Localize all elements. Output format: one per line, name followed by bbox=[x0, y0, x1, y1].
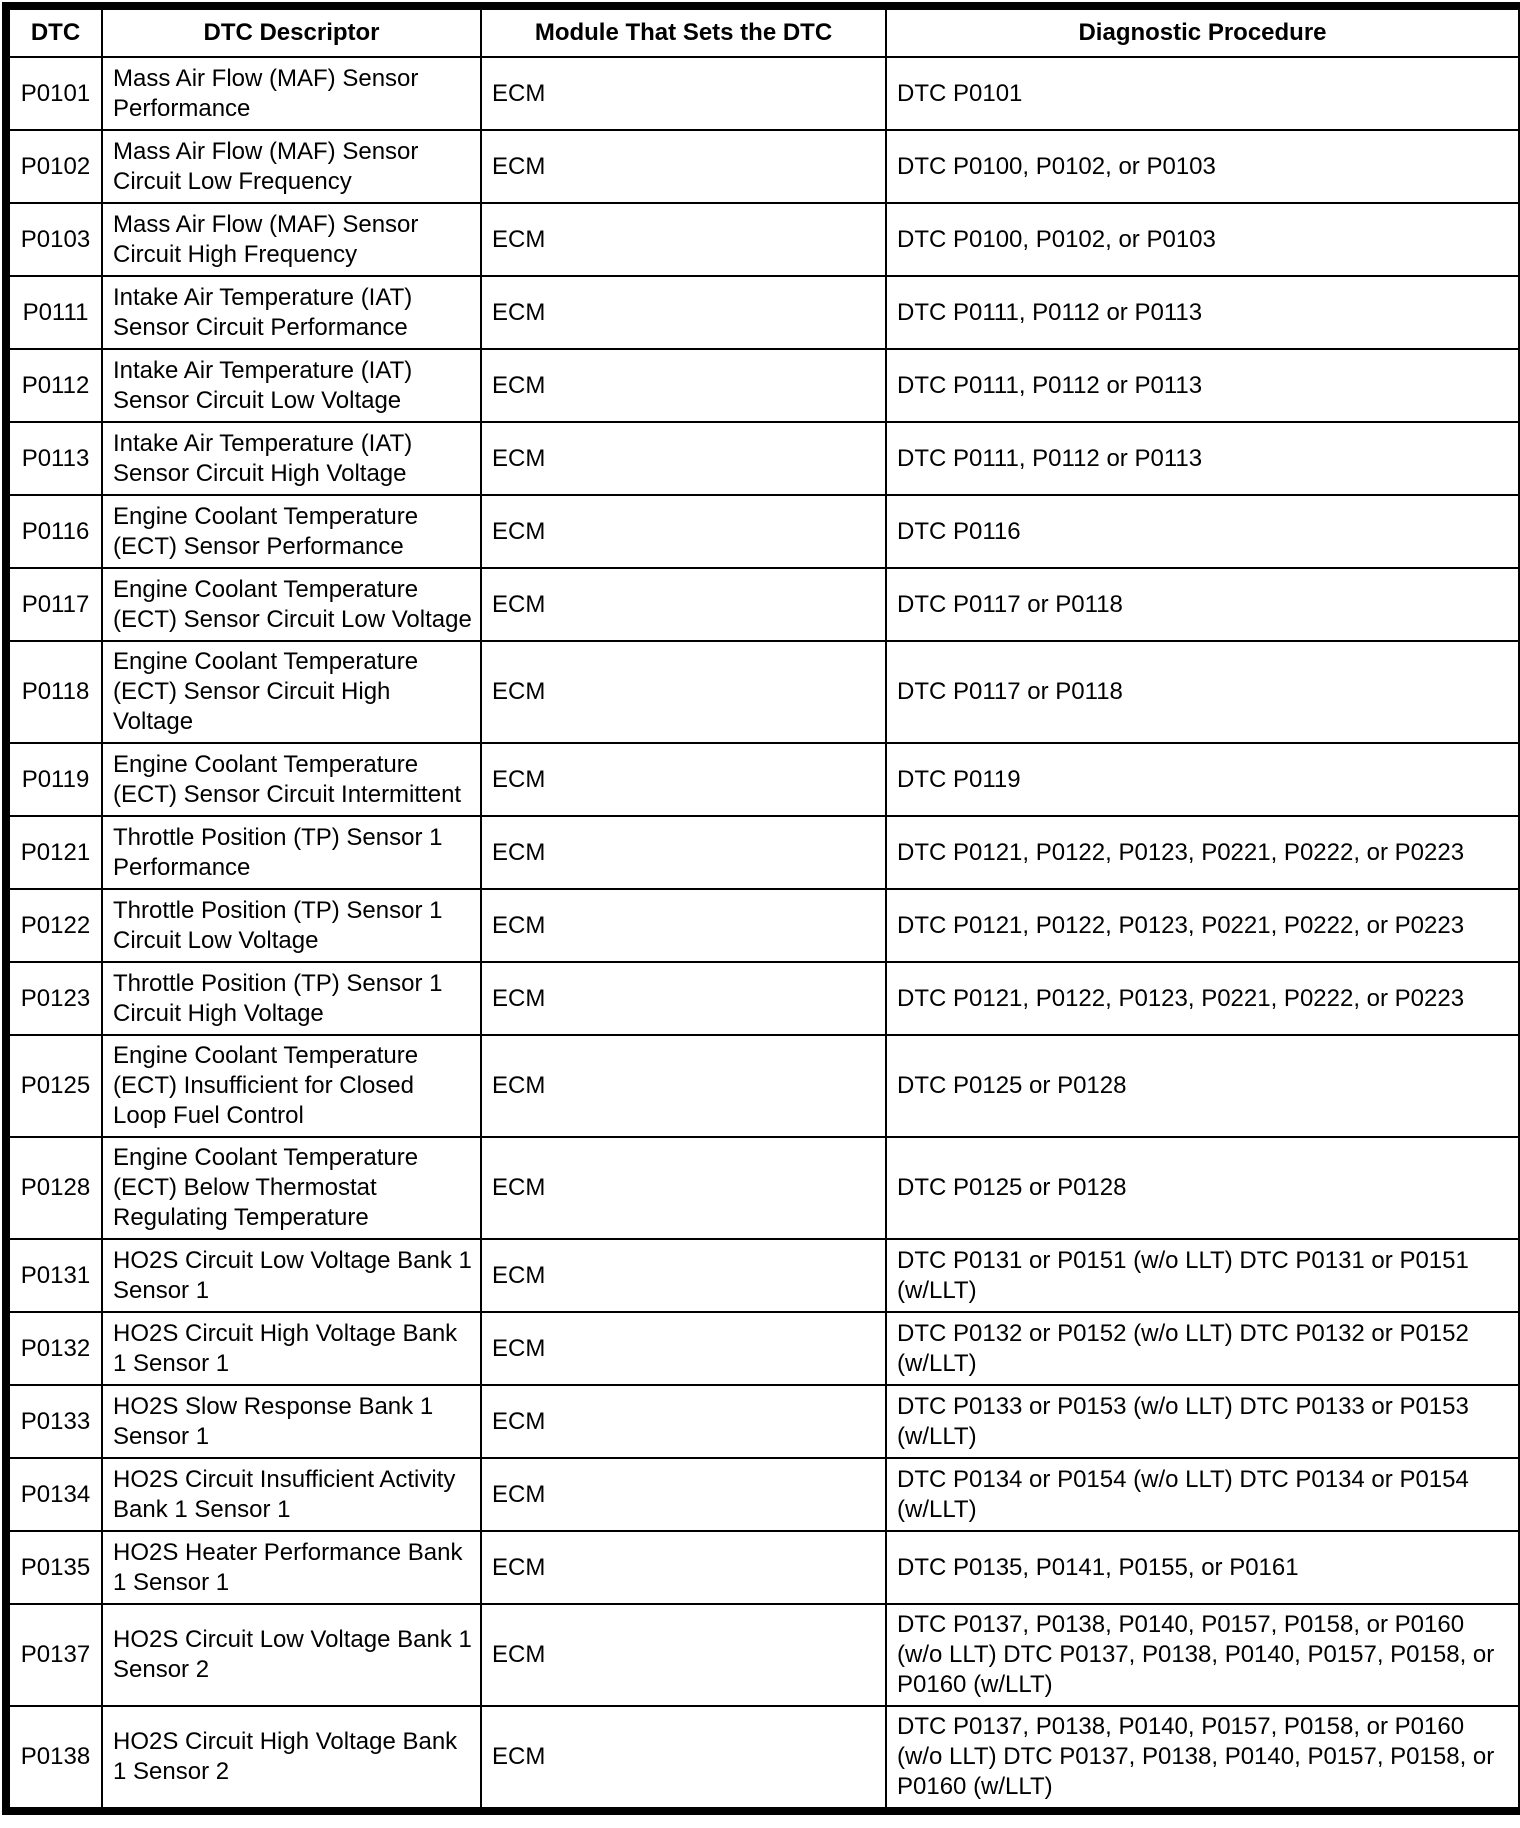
procedure-cell: DTC P0125 or P0128 bbox=[886, 1035, 1520, 1137]
table-row bbox=[6, 816, 1520, 889]
column-header-procedure: Diagnostic Procedure bbox=[886, 6, 1520, 57]
descriptor-cell: Mass Air Flow (MAF) Sensor Performance bbox=[102, 57, 481, 130]
procedure-cell: DTC P0135, P0141, P0155, or P0161 bbox=[886, 1531, 1520, 1604]
table-header-row bbox=[6, 6, 1520, 57]
table-row bbox=[6, 1312, 1520, 1385]
module-cell: ECM bbox=[481, 1385, 886, 1458]
table-row bbox=[6, 1531, 1520, 1604]
table-row bbox=[6, 743, 1520, 816]
procedure-cell: DTC P0111, P0112 or P0113 bbox=[886, 276, 1520, 349]
module-cell: ECM bbox=[481, 203, 886, 276]
dtc-code-cell: P0103 bbox=[6, 203, 102, 276]
dtc-code-cell: P0102 bbox=[6, 130, 102, 203]
procedure-cell: DTC P0101 bbox=[886, 57, 1520, 130]
descriptor-cell: HO2S Circuit Low Voltage Bank 1 Sensor 2 bbox=[102, 1604, 481, 1706]
table-row bbox=[6, 422, 1520, 495]
dtc-code-cell: P0138 bbox=[6, 1706, 102, 1811]
descriptor-cell: HO2S Circuit High Voltage Bank 1 Sensor 2 bbox=[102, 1706, 481, 1811]
procedure-cell: DTC P0121, P0122, P0123, P0221, P0222, or P0223 bbox=[886, 962, 1520, 1035]
table-row bbox=[6, 57, 1520, 130]
descriptor-cell: Intake Air Temperature (IAT) Sensor Circuit High Voltage bbox=[102, 422, 481, 495]
module-cell: ECM bbox=[481, 495, 886, 568]
table-row bbox=[6, 1458, 1520, 1531]
dtc-code-cell: P0135 bbox=[6, 1531, 102, 1604]
dtc-code-cell: P0118 bbox=[6, 641, 102, 743]
module-cell: ECM bbox=[481, 962, 886, 1035]
table-row bbox=[6, 1035, 1520, 1137]
procedure-cell: DTC P0117 or P0118 bbox=[886, 641, 1520, 743]
table-row bbox=[6, 1385, 1520, 1458]
module-cell: ECM bbox=[481, 1312, 886, 1385]
procedure-cell: DTC P0117 or P0118 bbox=[886, 568, 1520, 641]
module-cell: ECM bbox=[481, 57, 886, 130]
descriptor-cell: Throttle Position (TP) Sensor 1 Circuit Low Voltage bbox=[102, 889, 481, 962]
dtc-code-cell: P0117 bbox=[6, 568, 102, 641]
descriptor-cell: HO2S Circuit Insufficient Activity Bank 1 Sensor 1 bbox=[102, 1458, 481, 1531]
table-row bbox=[6, 495, 1520, 568]
dtc-code-cell: P0121 bbox=[6, 816, 102, 889]
descriptor-cell: HO2S Heater Performance Bank 1 Sensor 1 bbox=[102, 1531, 481, 1604]
table-row bbox=[6, 889, 1520, 962]
column-header-descriptor: DTC Descriptor bbox=[102, 6, 481, 57]
module-cell: ECM bbox=[481, 130, 886, 203]
module-cell: ECM bbox=[481, 1604, 886, 1706]
procedure-cell: DTC P0137, P0138, P0140, P0157, P0158, or P0160 (w/o LLT) DTC P0137, P0138, P0140, P0157, P0158, or P0160 (w/LLT) bbox=[886, 1706, 1520, 1811]
dtc-code-cell: P0111 bbox=[6, 276, 102, 349]
procedure-cell: DTC P0100, P0102, or P0103 bbox=[886, 203, 1520, 276]
dtc-code-cell: P0137 bbox=[6, 1604, 102, 1706]
descriptor-cell: HO2S Circuit High Voltage Bank 1 Sensor 1 bbox=[102, 1312, 481, 1385]
dtc-code-cell: P0128 bbox=[6, 1137, 102, 1239]
module-cell: ECM bbox=[481, 422, 886, 495]
procedure-cell: DTC P0134 or P0154 (w/o LLT) DTC P0134 or P0154 (w/LLT) bbox=[886, 1458, 1520, 1531]
procedure-cell: DTC P0111, P0112 or P0113 bbox=[886, 422, 1520, 495]
procedure-cell: DTC P0131 or P0151 (w/o LLT) DTC P0131 or P0151 (w/LLT) bbox=[886, 1239, 1520, 1312]
procedure-cell: DTC P0111, P0112 or P0113 bbox=[886, 349, 1520, 422]
table-row bbox=[6, 1604, 1520, 1706]
descriptor-cell: Intake Air Temperature (IAT) Sensor Circuit Low Voltage bbox=[102, 349, 481, 422]
procedure-cell: DTC P0125 or P0128 bbox=[886, 1137, 1520, 1239]
table-row bbox=[6, 203, 1520, 276]
descriptor-cell: Mass Air Flow (MAF) Sensor Circuit High Frequency bbox=[102, 203, 481, 276]
procedure-cell: DTC P0132 or P0152 (w/o LLT) DTC P0132 or P0152 (w/LLT) bbox=[886, 1312, 1520, 1385]
module-cell: ECM bbox=[481, 1137, 886, 1239]
procedure-cell: DTC P0133 or P0153 (w/o LLT) DTC P0133 or P0153 (w/LLT) bbox=[886, 1385, 1520, 1458]
procedure-cell: DTC P0121, P0122, P0123, P0221, P0222, or P0223 bbox=[886, 889, 1520, 962]
module-cell: ECM bbox=[481, 568, 886, 641]
dtc-table bbox=[2, 2, 1520, 1815]
table-row bbox=[6, 1706, 1520, 1811]
descriptor-cell: Engine Coolant Temperature (ECT) Sensor Performance bbox=[102, 495, 481, 568]
dtc-code-cell: P0131 bbox=[6, 1239, 102, 1312]
descriptor-cell: Engine Coolant Temperature (ECT) Sensor Circuit Intermittent bbox=[102, 743, 481, 816]
module-cell: ECM bbox=[481, 1458, 886, 1531]
column-header-module: Module That Sets the DTC bbox=[481, 6, 886, 57]
module-cell: ECM bbox=[481, 641, 886, 743]
module-cell: ECM bbox=[481, 1035, 886, 1137]
table-row bbox=[6, 568, 1520, 641]
module-cell: ECM bbox=[481, 1239, 886, 1312]
dtc-code-cell: P0123 bbox=[6, 962, 102, 1035]
table-row bbox=[6, 130, 1520, 203]
dtc-code-cell: P0113 bbox=[6, 422, 102, 495]
procedure-cell: DTC P0121, P0122, P0123, P0221, P0222, or P0223 bbox=[886, 816, 1520, 889]
dtc-code-cell: P0125 bbox=[6, 1035, 102, 1137]
descriptor-cell: HO2S Slow Response Bank 1 Sensor 1 bbox=[102, 1385, 481, 1458]
dtc-code-cell: P0119 bbox=[6, 743, 102, 816]
table-body bbox=[6, 57, 1520, 1811]
table-row bbox=[6, 276, 1520, 349]
descriptor-cell: Engine Coolant Temperature (ECT) Sensor Circuit Low Voltage bbox=[102, 568, 481, 641]
dtc-code-cell: P0132 bbox=[6, 1312, 102, 1385]
descriptor-cell: Intake Air Temperature (IAT) Sensor Circuit Performance bbox=[102, 276, 481, 349]
procedure-cell: DTC P0137, P0138, P0140, P0157, P0158, or P0160 (w/o LLT) DTC P0137, P0138, P0140, P0157, P0158, or P0160 (w/LLT) bbox=[886, 1604, 1520, 1706]
column-header-dtc: DTC bbox=[6, 6, 102, 57]
module-cell: ECM bbox=[481, 816, 886, 889]
descriptor-cell: Mass Air Flow (MAF) Sensor Circuit Low Frequency bbox=[102, 130, 481, 203]
procedure-cell: DTC P0119 bbox=[886, 743, 1520, 816]
dtc-code-cell: P0101 bbox=[6, 57, 102, 130]
table-row bbox=[6, 1239, 1520, 1312]
dtc-code-cell: P0134 bbox=[6, 1458, 102, 1531]
descriptor-cell: Engine Coolant Temperature (ECT) Sensor Circuit High Voltage bbox=[102, 641, 481, 743]
descriptor-cell: Throttle Position (TP) Sensor 1 Performance bbox=[102, 816, 481, 889]
module-cell: ECM bbox=[481, 743, 886, 816]
descriptor-cell: Engine Coolant Temperature (ECT) Insufficient for Closed Loop Fuel Control bbox=[102, 1035, 481, 1137]
table-row bbox=[6, 1137, 1520, 1239]
procedure-cell: DTC P0100, P0102, or P0103 bbox=[886, 130, 1520, 203]
descriptor-cell: Throttle Position (TP) Sensor 1 Circuit High Voltage bbox=[102, 962, 481, 1035]
descriptor-cell: Engine Coolant Temperature (ECT) Below Thermostat Regulating Temperature bbox=[102, 1137, 481, 1239]
module-cell: ECM bbox=[481, 349, 886, 422]
procedure-cell: DTC P0116 bbox=[886, 495, 1520, 568]
module-cell: ECM bbox=[481, 276, 886, 349]
module-cell: ECM bbox=[481, 1706, 886, 1811]
dtc-code-cell: P0116 bbox=[6, 495, 102, 568]
dtc-code-cell: P0133 bbox=[6, 1385, 102, 1458]
dtc-code-cell: P0112 bbox=[6, 349, 102, 422]
module-cell: ECM bbox=[481, 889, 886, 962]
dtc-code-cell: P0122 bbox=[6, 889, 102, 962]
table-row bbox=[6, 641, 1520, 743]
table-row bbox=[6, 349, 1520, 422]
descriptor-cell: HO2S Circuit Low Voltage Bank 1 Sensor 1 bbox=[102, 1239, 481, 1312]
module-cell: ECM bbox=[481, 1531, 886, 1604]
table-row bbox=[6, 962, 1520, 1035]
